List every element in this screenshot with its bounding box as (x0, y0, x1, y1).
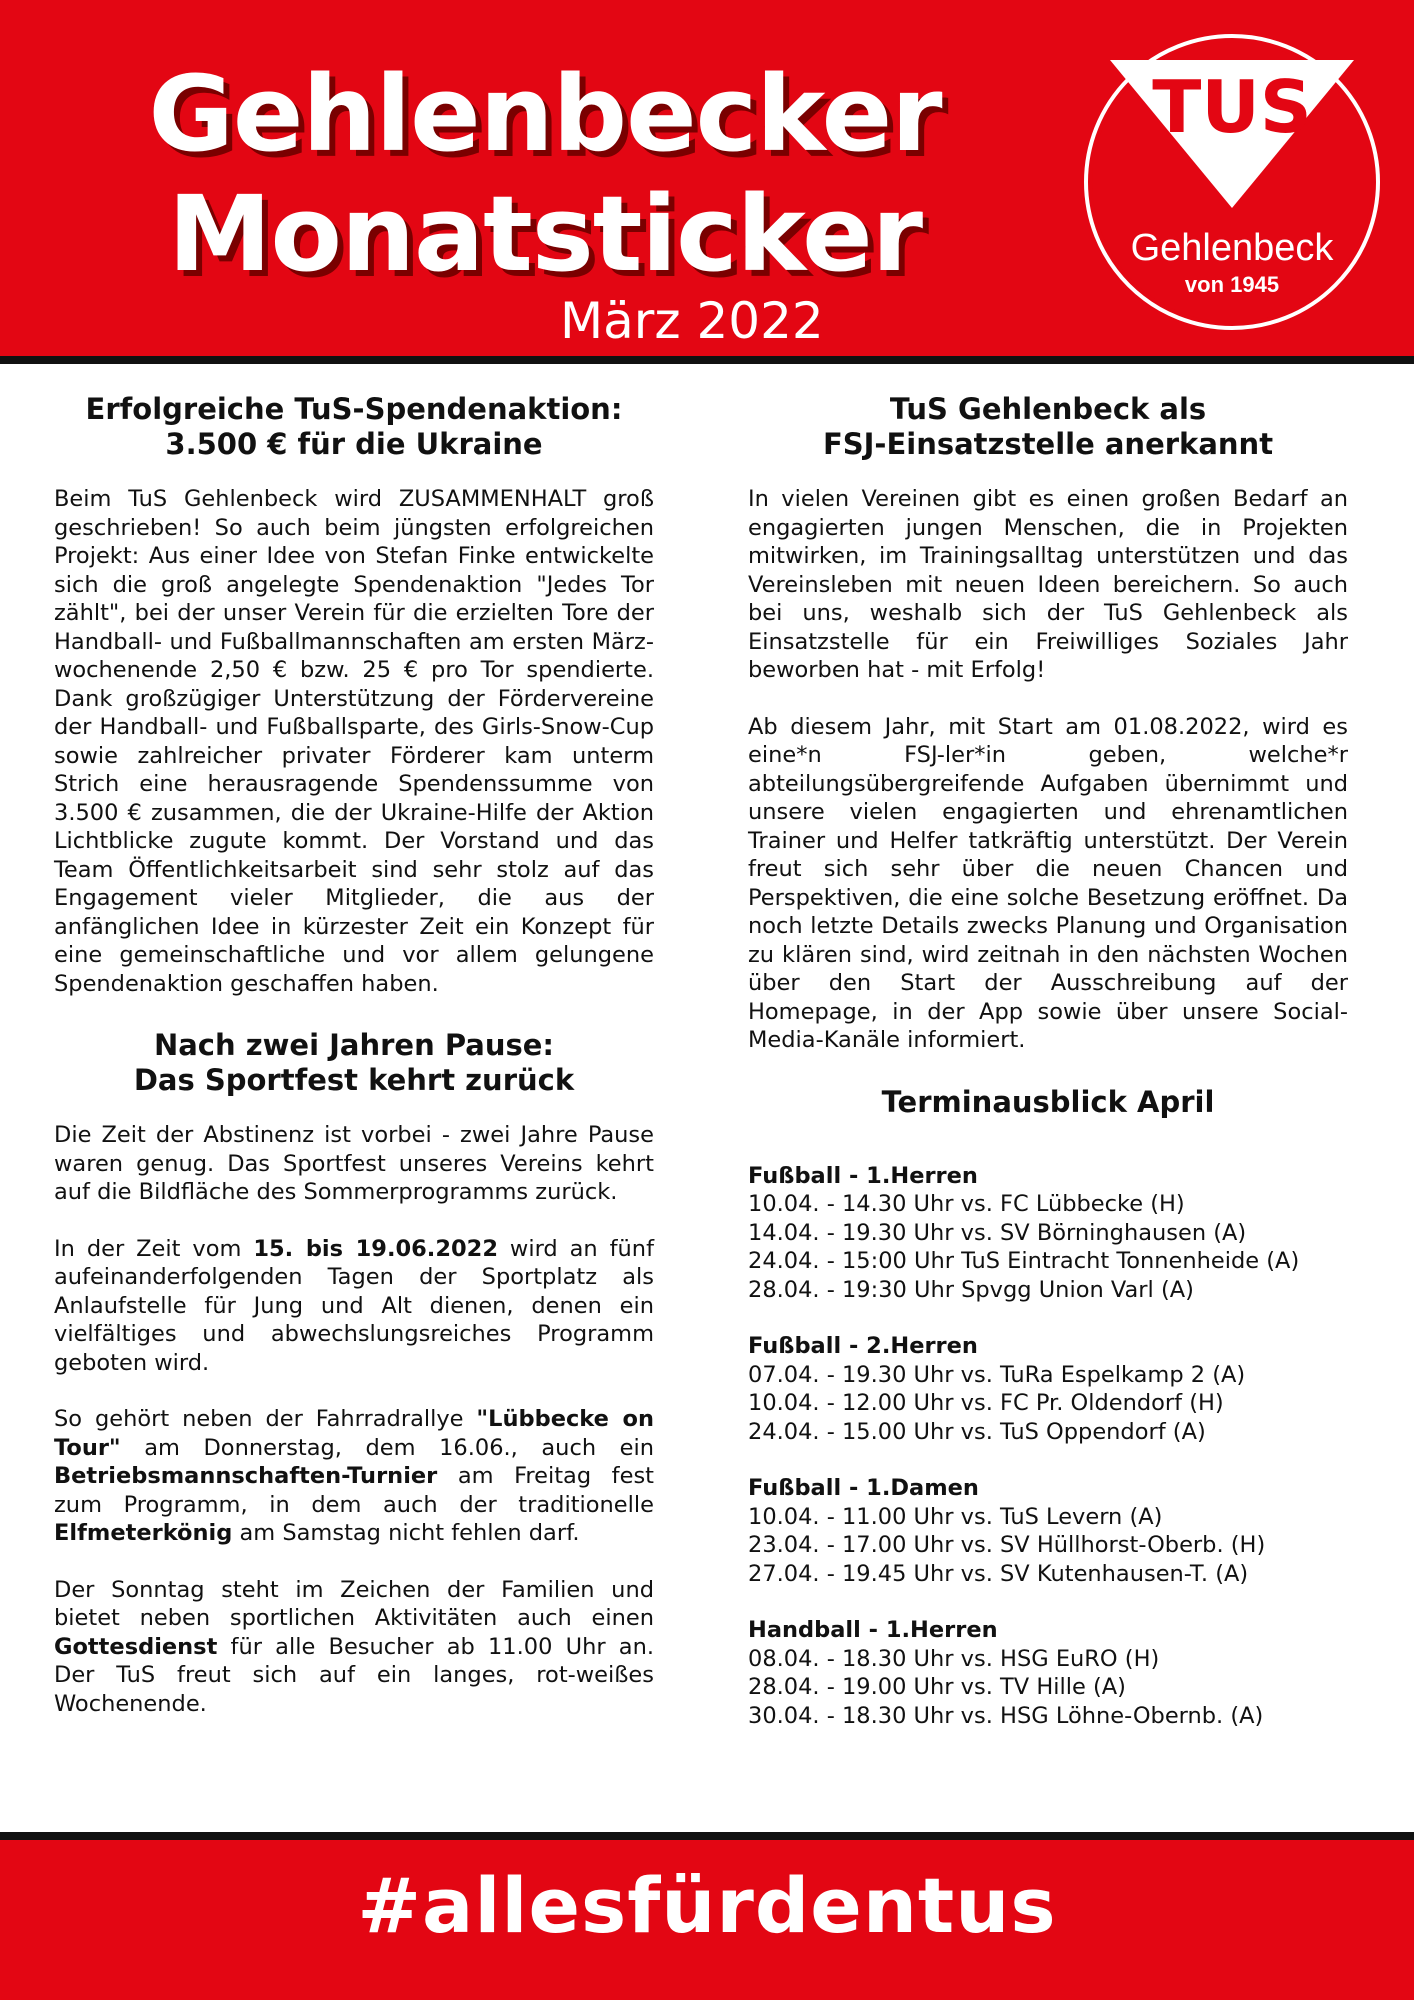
article3-paragraph-1: In vielen Vereinen gibt es einen großen Bedarf an engagierten jungen Menschen, die in Projekten mitwirken, im Trainingsalltag unterstützen und das Vereinsleben mit neuen Ideen bereichern. So auch bei uns, weshalb sich der TuS Gehlenbeck als Einsatzstelle für ein Freiwilliges Soziales Jahr beworben hat - mit Erfolg! (748, 486, 1348, 683)
footer-divider (0, 1832, 1414, 1840)
logo-tus-text: TUS (1152, 65, 1312, 149)
article2-paragraph-4: Der Sonntag steht im Zeichen der Familien und bietet neben sportlichen Aktivitäten auch einen Gottesdienst für alle Besucher ab 11.00 Uhr an. Der TuS freut sich auf ein langes, rot-weißes Wochenende. (54, 1576, 654, 1717)
issue-month: März 2022 (560, 292, 824, 350)
termine-group (748, 1332, 1348, 1446)
footer-hashtag: #allesfürdentus (357, 1861, 1057, 1950)
article2-paragraph-1: Die Zeit der Abstinenz ist vorbei - zwei Jahre Pause waren genug. Das Sportfest unseres Vereins kehrt auf die Bildfläche des Sommerprogramms zurück. (54, 1122, 654, 1205)
page-title-line1: Gehlenbecker (148, 53, 942, 175)
termine-item: 23.04. - 17.00 Uhr vs. SV Hüllhorst-Oberb. (H) (748, 1532, 1266, 1558)
termine-group-title: Fußball - 1.Herren (748, 1162, 978, 1189)
termine-item: 30.04. - 18.30 Uhr vs. HSG Löhne-Obernb. (A) (748, 1702, 1264, 1729)
header-divider (0, 356, 1414, 364)
termine-group (748, 1162, 1348, 1305)
article3-heading: TuS Gehlenbeck als FSJ-Einsatzstelle anerkannt (822, 392, 1274, 461)
article2-paragraph-3: So gehört neben der Fahrradrallye "Lübbecke on Tour" am Donnerstag, dem 16.06., auch ein Betriebsmannschaften-Turnier am Freitag fest zum Programm, in dem auch der traditionelle Elfmeterkönig am Samstag nicht fehlen darf. (54, 1406, 654, 1546)
termine-item: 10.04. - 11.00 Uhr vs. TuS Levern (A) (748, 1503, 1163, 1530)
termine-heading: Terminausblick April (881, 1084, 1215, 1119)
termine-item: 10.04. - 14.30 Uhr vs. FC Lübbecke (H) (748, 1191, 1185, 1217)
tus-gehlenbeck-logo (1082, 32, 1382, 332)
logo-year-text: von 1945 (1184, 272, 1280, 297)
termine-group (748, 1474, 1348, 1588)
termine-item: 24.04. - 15.00 Uhr vs. TuS Oppendorf (A) (748, 1418, 1206, 1445)
termine-item: 28.04. - 19:30 Uhr Spvgg Union Varl (A) (748, 1276, 1194, 1303)
right-column (748, 392, 1348, 1730)
termine-list (748, 1162, 1348, 1731)
termine-item: 24.04. - 15:00 Uhr TuS Eintracht Tonnenheide (A) (748, 1248, 1300, 1274)
article2-heading: Nach zwei Jahren Pause: Das Sportfest kehrt zurück (133, 1028, 575, 1097)
logo-club-text: Gehlenbeck (1130, 227, 1334, 269)
article2-paragraph-2: In der Zeit vom 15. bis 19.06.2022 wird an fünf aufeinanderfolgenden Tagen der Sportplatz als Anlaufstelle für Jung und Alt dienen, denen ein vielfältiges und abwechslungsreiches Programm geboten wird. (54, 1235, 654, 1376)
article1-body: Beim TuS Gehlenbeck wird ZUSAMMENHALT groß geschrieben! So auch beim jüngsten erfolgreichen Projekt: Aus einer Idee von Stefan Finke entwickelte sich die groß angelegte Spendenaktion "Jedes Tor zählt", bei der unser Verein für die erzielten Tore der Handball- und Fußballmannschaften am ersten März-wochenende 2,50 € bzw. 25 € pro Tor spendierte. Dank großzügiger Unterstützung der Fördervereine der Handball- und Fußballsparte, des Girls-Snow-Cup sowie zahlreicher privater Förderer kam unterm Strich eine herausragende Spendenssumme von 3.500 € zusammen, die der Ukraine-Hilfe der Aktion Lichtblicke zugute kommt. Der Vorstand und das Team Öffentlichkeitsarbeit sind sehr stolz auf das Engagement vieler Mitglieder, die aus der anfänglichen Idee in kürzester Zeit ein Konzept für eine gemeinschaftliche und vor allem gelungene Spendenaktion geschaffen haben. (54, 486, 654, 997)
termine-item: 28.04. - 19.00 Uhr vs. TV Hille (A) (748, 1674, 1126, 1700)
termine-item: 10.04. - 12.00 Uhr vs. FC Pr. Oldendorf (H) (748, 1390, 1224, 1416)
termine-item: 27.04. - 19.45 Uhr vs. SV Kutenhausen-T. (A) (748, 1560, 1249, 1587)
termine-item: 14.04. - 19.30 Uhr vs. SV Börninghausen (A) (748, 1219, 1247, 1246)
termine-group-title: Fußball - 2.Herren (748, 1333, 978, 1359)
termine-item: 08.04. - 18.30 Uhr vs. HSG EuRO (H) (748, 1645, 1160, 1672)
left-column (54, 392, 654, 1718)
article3-paragraph-2: Ab diesem Jahr, mit Start am 01.08.2022, wird es eine*n FSJ-ler*in geben, welche*r abteilungsübergreifende Aufgaben übernimmt und unsere vielen engagierten und ehrenamtlichen Trainer und Helfer tatkräftig unterstützt. Der Verein freut sich sehr über die neuen Chancen und Perspektiven, die eine solche Besetzung eröffnet. Da noch letzte Details zwecks Planung und Organisation zu klären sind, wird zeitnah in den nächsten Wochen über den Start der Ausschreibung auf der Homepage, in der App sowie über unsere Social-Media-Kanäle informiert. (748, 713, 1348, 1053)
termine-group-title: Fußball - 1.Damen (748, 1475, 979, 1501)
page-title-line2: Monatsticker (168, 173, 922, 295)
termine-group (748, 1616, 1348, 1730)
termine-group-title: Handball - 1.Herren (748, 1617, 998, 1643)
termine-item: 07.04. - 19.30 Uhr vs. TuRa Espelkamp 2 (A) (748, 1361, 1246, 1388)
article1-heading: Erfolgreiche TuS-Spendenaktion: 3.500 € für die Ukraine (85, 392, 623, 461)
